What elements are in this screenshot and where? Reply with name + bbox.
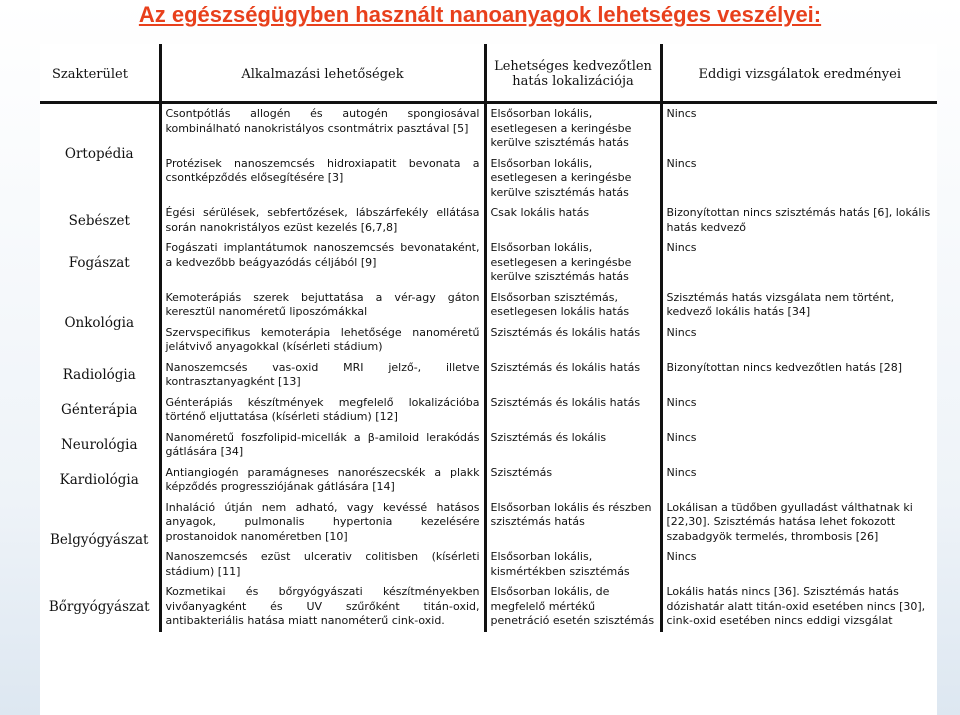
header-application: Alkalmazási lehetőségek xyxy=(160,44,485,103)
table-row xyxy=(40,203,937,238)
specialty-cell: Bőrgyógyászat xyxy=(40,582,160,632)
localization-cell: Elsősorban lokális, esetlegesen a keringésbe kerülve szisztémás hatás xyxy=(485,103,661,154)
application-cell: Nanoszemcsés vas-oxid MRI jelző-, illetve kontrasztanyagként [13] xyxy=(160,358,485,393)
result-cell: Bizonyítottan nincs kedvezőtlen hatás [28] xyxy=(666,360,902,374)
table-row xyxy=(40,154,937,204)
application-cell: Égési sérülések, sebfertőzések, lábszárfekély ellátása során nanokristályos ezüst kezelés [6,7,8] xyxy=(160,203,485,238)
header-localization: Lehetséges kedvezőtlen hatás lokalizációja xyxy=(485,44,661,103)
table-row xyxy=(40,238,937,288)
specialty-cell: Neurológia xyxy=(40,428,160,463)
localization-cell: Elsősorban szisztémás, esetlegesen lokális hatás xyxy=(485,288,661,323)
table-row xyxy=(40,288,937,323)
table-row xyxy=(40,428,937,463)
localization-cell: Szisztémás és lokális hatás xyxy=(485,323,661,358)
header-results: Eddigi vizsgálatok eredményei xyxy=(661,44,937,103)
result-cell: Nincs xyxy=(666,550,697,563)
application-cell: Kemoterápiás szerek bejuttatása a vér-agy gáton keresztül nanoméretű liposzómákkal xyxy=(160,288,485,323)
application-cell: Szervspecifikus kemoterápia lehetősége nanoméretű jelátvivő anyagokkal (kísérleti stádium) xyxy=(160,323,485,358)
specialty-cell: Belgyógyászat xyxy=(40,498,160,583)
localization-cell: Szisztémás és lokális hatás xyxy=(485,358,661,393)
result-cell: Nincs xyxy=(666,395,697,409)
localization-cell: Szisztémás és lokális hatás xyxy=(485,393,661,428)
table-row xyxy=(40,498,937,548)
specialty-cell: Sebészet xyxy=(40,203,160,238)
application-cell: Inhaláció útján nem adható, vagy kevéssé hatásos anyagok, pulmonalis hypertonia kezelésére prostanoidok nanoméretben [10] xyxy=(160,498,485,548)
application-cell: Nanoméretű foszfolipid-micellák a β-amiloid lerakódás gátlására [34] xyxy=(160,428,485,463)
application-cell: Kozmetikai és bőrgyógyászati készítményekben vivőanyagként és UV szűrőként titán-oxid, antibakteriális hatása miatt nanométerű cink-oxid. xyxy=(160,582,485,632)
result-cell: Nincs xyxy=(666,325,697,339)
result-cell: Nincs xyxy=(666,430,697,444)
specialty-cell: Onkológia xyxy=(40,288,160,358)
localization-cell: Elsősorban lokális és részben szisztémás hatás xyxy=(485,498,661,548)
result-cell: Szisztémás hatás vizsgálata nem történt, kedvező lokális hatás [34] xyxy=(666,290,895,318)
localization-cell: Csak lokális hatás xyxy=(485,203,661,238)
result-cell: Bizonyítottan nincs szisztémás hatás [6], lokális hatás kedvező xyxy=(666,206,931,234)
table-row xyxy=(40,582,937,632)
specialty-cell: Génterápia xyxy=(40,393,160,428)
localization-cell: Szisztémás xyxy=(485,463,661,498)
result-cell: Lokális hatás nincs [36]. Szisztémás hatás dózishatár alatt titán-oxid esetében nincs [30], cink-oxid esetében nincs eddigi vizsgálat xyxy=(666,585,926,627)
table-row xyxy=(40,547,937,582)
table-row xyxy=(40,463,937,498)
specialty-cell: Radiológia xyxy=(40,358,160,393)
result-cell: Nincs xyxy=(666,465,697,479)
table-body xyxy=(40,103,937,632)
header-field: Szakterület xyxy=(40,44,160,103)
table-row xyxy=(40,323,937,358)
result-cell: Nincs xyxy=(666,241,697,254)
application-cell: Génterápiás készítmények megfelelő lokalizációba történő eljuttatása (kísérleti stádium) [12] xyxy=(160,393,485,428)
application-cell: Nanoszemcsés ezüst ulcerativ colitisben (kísérleti stádium) [11] xyxy=(160,547,485,582)
localization-cell: Elsősorban lokális, kismértékben szisztémás xyxy=(485,547,661,582)
specialty-cell: Ortopédia xyxy=(40,103,160,204)
localization-cell: Elsősorban lokális, de megfelelő mértékű penetráció esetén szisztémás xyxy=(485,582,661,632)
table-row xyxy=(40,358,937,393)
localization-cell: Szisztémás és lokális xyxy=(485,428,661,463)
result-cell: Nincs xyxy=(666,107,697,120)
application-cell: Antiangiogén paramágneses nanorészecskék a plakk képződés progressziójának gátlására [14] xyxy=(160,463,485,498)
results-table-sheet xyxy=(40,44,937,715)
hazard-table xyxy=(40,44,937,632)
result-cell: Lokálisan a tüdőben gyulladást válthatnak ki [22,30]. Szisztémás hatása lehet fokozott szabadgyök termelés, thrombosis [26] xyxy=(666,500,913,543)
application-cell: Protézisek nanoszemcsés hidroxiapatit bevonata a csontképződés elősegítésére [3] xyxy=(160,154,485,204)
table-row xyxy=(40,393,937,428)
table-header-row xyxy=(40,44,937,103)
page-title: Az egészségügyben használt nanoanyagok lehetséges veszélyei: xyxy=(138,2,822,27)
specialty-cell: Kardiológia xyxy=(40,463,160,498)
application-cell: Csontpótlás allogén és autogén spongiosával kombinálható nanokristályos csontmátrix pasztával [5] xyxy=(160,103,485,154)
result-cell: Nincs xyxy=(666,156,697,170)
application-cell: Fogászati implantátumok nanoszemcsés bevonataként, a kedvezőbb beágyazódás céljából [9] xyxy=(160,238,485,288)
localization-cell: Elsősorban lokális, esetlegesen a keringésbe kerülve szisztémás hatás xyxy=(485,238,661,288)
table-row xyxy=(40,103,937,154)
localization-cell: Elsősorban lokális, esetlegesen a keringésbe kerülve szisztémás hatás xyxy=(485,154,661,204)
specialty-cell: Fogászat xyxy=(40,238,160,288)
